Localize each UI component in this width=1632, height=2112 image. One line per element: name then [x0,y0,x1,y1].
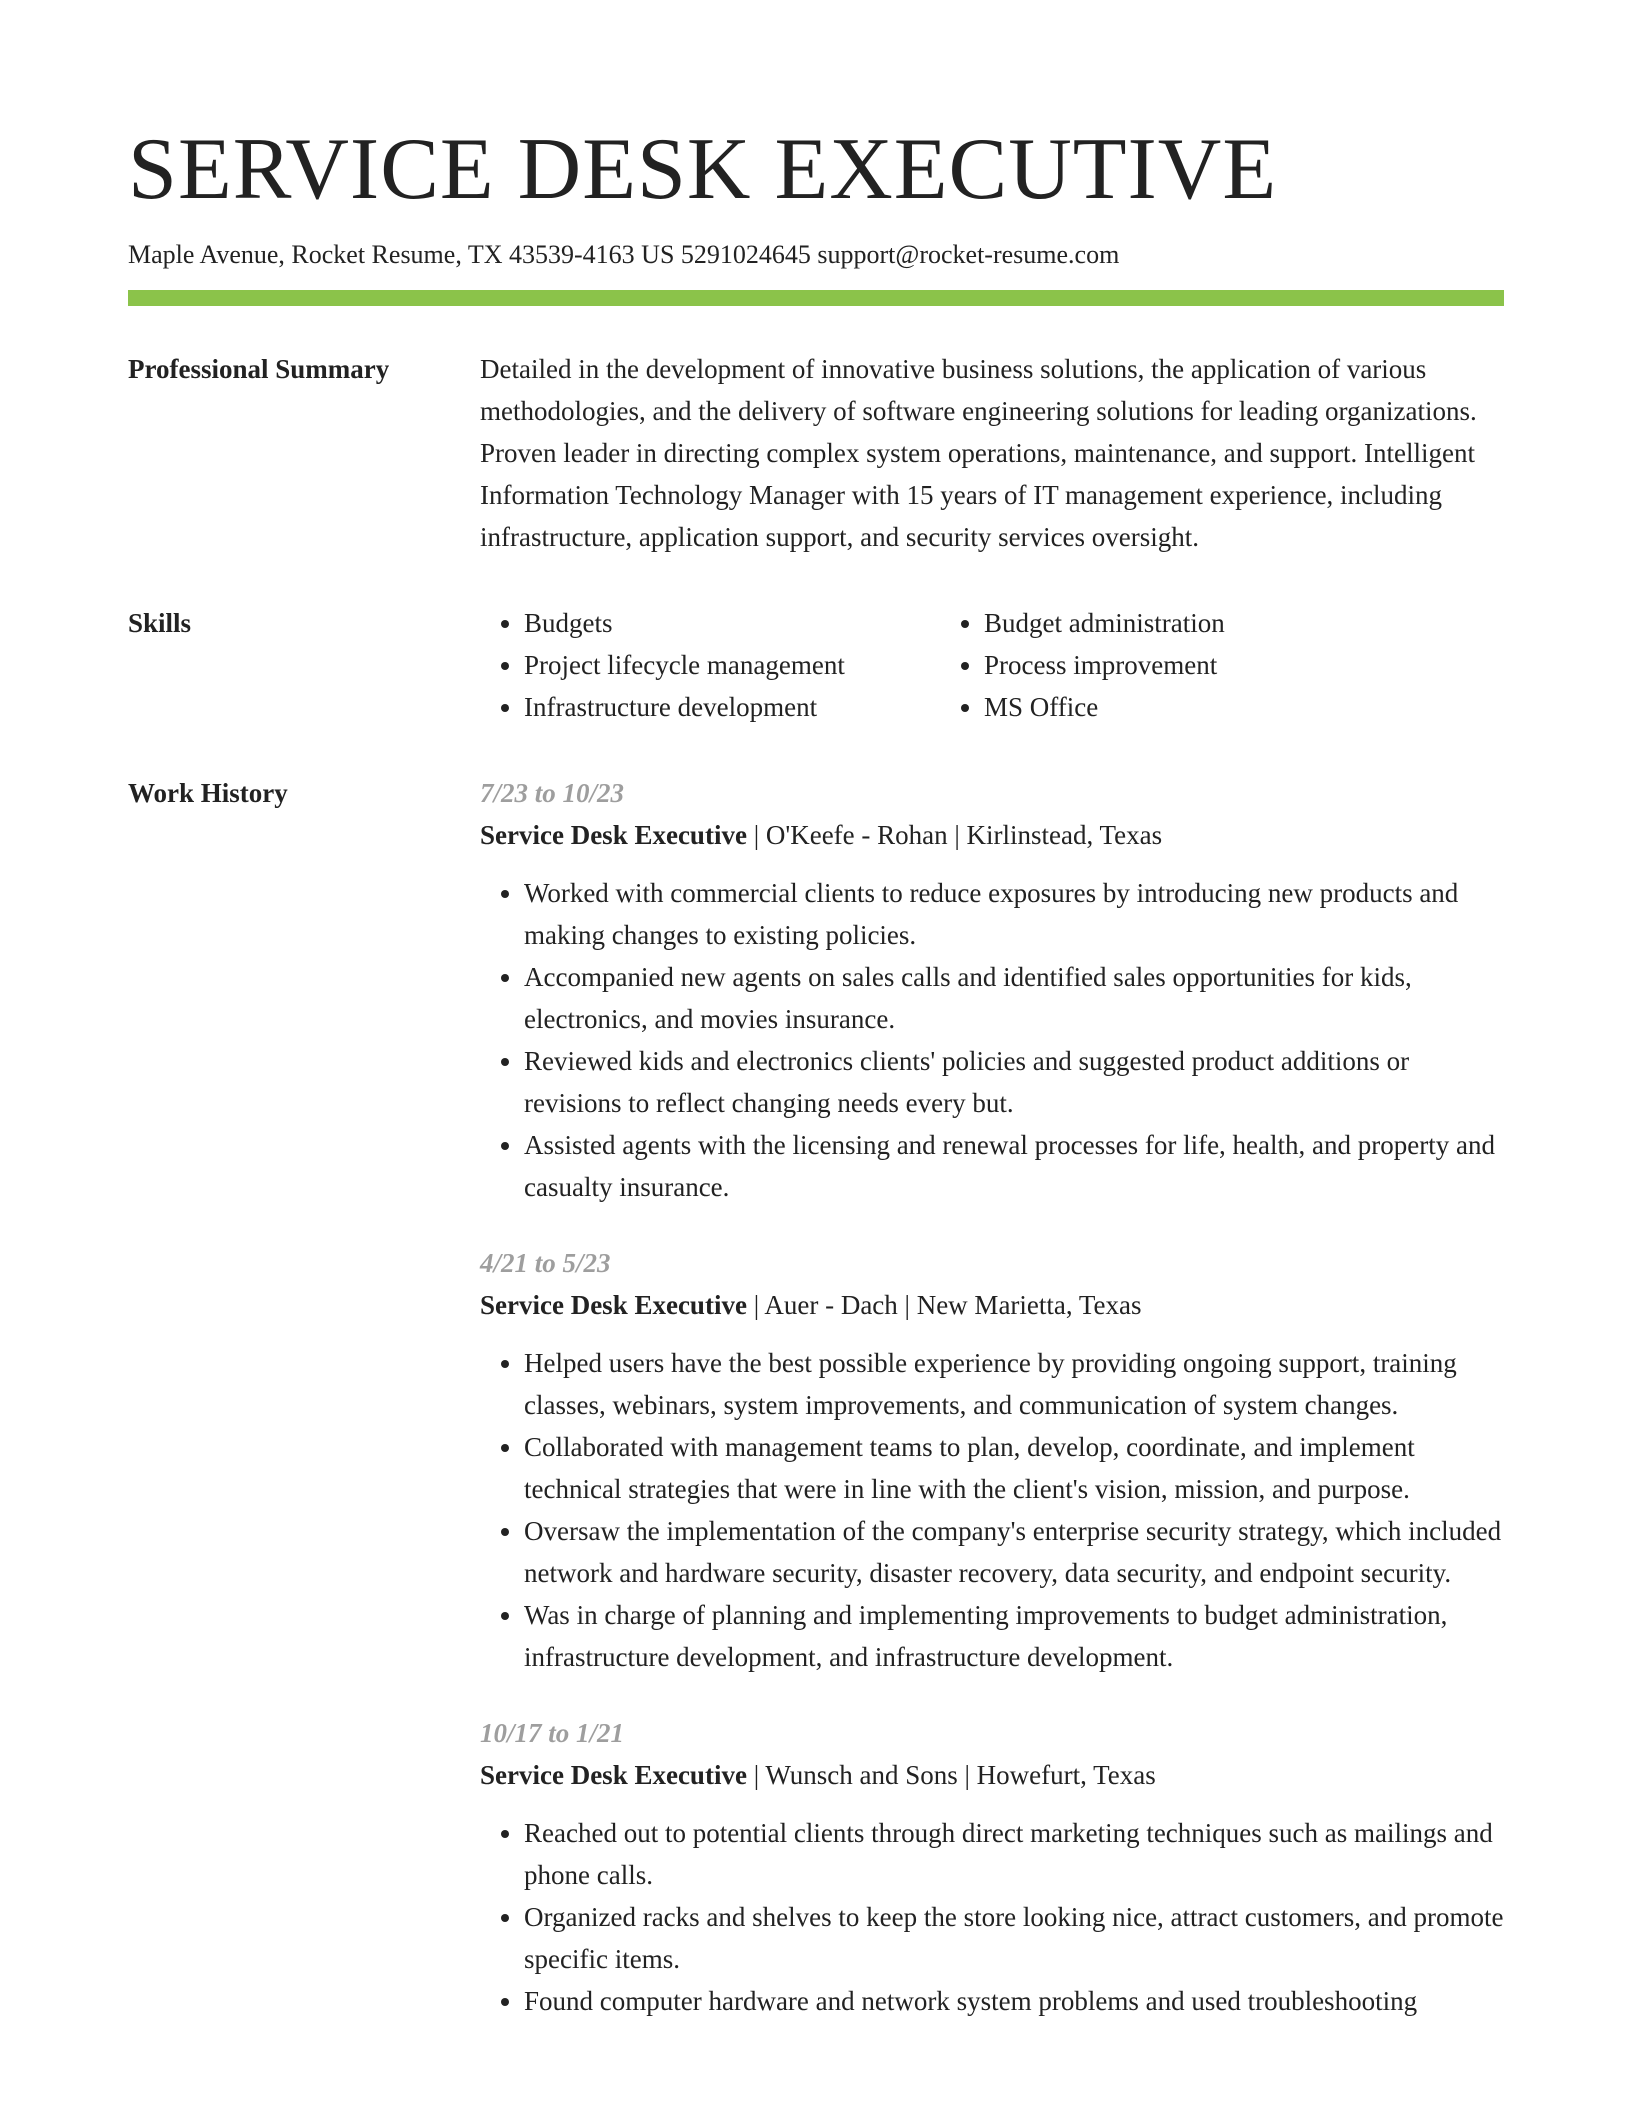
job-entry [480,772,1504,1208]
separator: | [753,1290,760,1320]
summary-text: Detailed in the development of innovative business solutions, the application of various methodologies, and the delivery of software engineering solutions for leading organizations. Proven leader in directing complex system operations, maintenance, and support. Intelligent Information Technology Manager with 15 years of IT management experience, including infrastructure, application support, and security services oversight. [480,354,1477,552]
job-duty: • Collaborated with management teams to plan, develop, coordinate, and implement technical strategies that were in line with the client's vision, mission, and purpose. [524,1426,1504,1510]
work-history-section [128,772,1504,2022]
section-title-work-history: Work History [128,778,288,808]
job-entry [480,1242,1504,1678]
separator: | [753,820,760,850]
job-location: Kirlinstead, Texas [966,820,1163,850]
contact-line [128,238,1504,272]
job-duty: • Organized racks and shelves to keep the store looking nice, attract customers, and promote specific items. [524,1896,1504,1980]
job-title: Service Desk Executive [480,1760,747,1790]
summary-section [128,348,1504,558]
job-entry [480,1712,1504,2022]
skill-item: • Project lifecycle management [524,644,940,686]
separator: | [964,1760,970,1790]
section-title-summary: Professional Summary [128,354,390,384]
work-history-body [480,772,1504,2022]
job-company: Auer - Dach [764,1290,898,1320]
contact-email: support@rocket-resume.com [817,240,1120,269]
job-duty: • Reviewed kids and electronics clients' policies and suggested product additions or revisions to reflect changing needs every but. [524,1040,1504,1124]
job-duty: • Oversaw the implementation of the company's enterprise security strategy, which included network and hardware security, disaster recovery, data security, and endpoint security. [524,1510,1504,1594]
job-heading [480,1754,1504,1796]
job-duty: • Was in charge of planning and implementing improvements to budget administration, infrastructure development, and infrastructure development. [524,1594,1504,1678]
job-dates: 4/21 to 5/23 [480,1248,611,1278]
summary-body [480,348,1504,558]
job-duties-list [480,1812,1504,2022]
job-duty: • Reached out to potential clients through direct marketing techniques such as mailings and phone calls. [524,1812,1504,1896]
job-duty: • Accompanied new agents on sales calls and identified sales opportunities for kids, electronics, and movies insurance. [524,956,1504,1040]
job-duty: • Found computer hardware and network system problems and used troubleshooting [524,1980,1504,2022]
skill-item: • Budget administration [984,602,1225,644]
job-title: Service Desk Executive [480,820,747,850]
section-title-skills: Skills [128,608,192,638]
job-duties-list [480,1342,1504,1678]
contact-phone: 5291024645 [680,240,811,269]
job-duty: • Helped users have the best possible experience by providing ongoing support, training classes, webinars, system improvements, and communication of system changes. [524,1342,1504,1426]
job-company: O'Keefe - Rohan [765,820,948,850]
skill-item: • Budgets [524,602,940,644]
job-duties-list [480,872,1504,1208]
separator: | [753,1760,760,1790]
skills-section [128,602,1504,728]
job-title: Service Desk Executive [480,1290,747,1320]
header-divider [128,290,1504,306]
job-heading [480,814,1504,856]
job-location: Howefurt, Texas [976,1760,1156,1790]
job-duty: • Worked with commercial clients to reduce exposures by introducing new products and making changes to existing policies. [524,872,1504,956]
skills-list-left [480,602,940,728]
separator: | [954,820,960,850]
job-dates: 10/17 to 1/21 [480,1718,625,1748]
contact-address: Maple Avenue, Rocket Resume, TX 43539-4163 US [128,240,675,269]
job-location: New Marietta, Texas [916,1290,1142,1320]
candidate-name: SERVICE DESK EXECUTIVE [128,121,1278,218]
skill-item: • Process improvement [984,644,1225,686]
job-heading [480,1284,1504,1326]
skill-item: • MS Office [984,686,1225,728]
job-company: Wunsch and Sons [765,1760,958,1790]
separator: | [904,1290,910,1320]
job-dates: 7/23 to 10/23 [480,778,625,808]
skills-list-right [940,602,1225,728]
job-duty: • Assisted agents with the licensing and renewal processes for life, health, and property and casualty insurance. [524,1124,1504,1208]
skill-item: • Infrastructure development [524,686,940,728]
skills-body [480,602,1504,728]
